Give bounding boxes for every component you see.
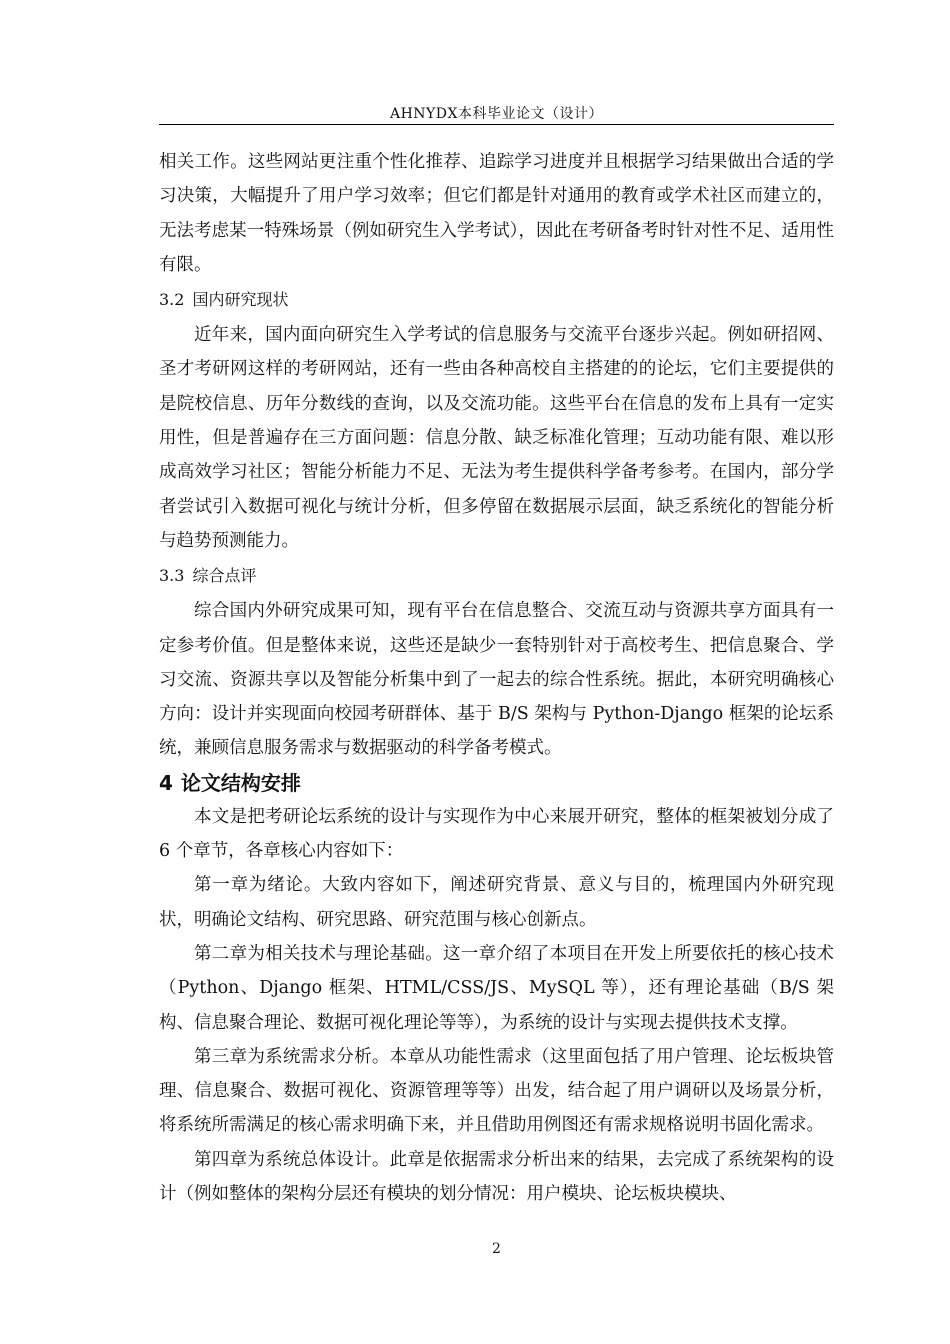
section-number: 3.3 [159,566,185,586]
section-title: 综合点评 [192,566,257,586]
section-title: 国内研究现状 [192,290,289,310]
header-rule [159,124,834,125]
paragraph-chapter-4: 第四章为系统总体设计。此章是依据需求分析出来的结果，去完成了系统架构的设计（例如整体的架构分层还有模块的划分情况：用户模块、论坛板块模块、 [159,1149,834,1205]
page-body [159,145,834,1211]
paragraph-chapter-3: 第三章为系统需求分析。本章从功能性需求（这里面包括了用户管理、论坛板块管理、信息聚合、数据可视化、资源管理等等）出发，结合起了用户调研以及场景分析，将系统所需满足的核心需求明确下来，并且借助用例图还有需求规格说明书固化需求。 [159,1046,834,1136]
chapter-title: 论文结构安排 [180,770,301,795]
chapter-number: 4 [159,770,173,795]
section-number: 3.2 [159,290,185,310]
paragraph-domestic-research: 近年来，国内面向研究生入学考试的信息服务与交流平台逐步兴起。例如研招网、圣才考研网这样的考研网站，还有一些由各种高校自主搭建的的论坛，它们主要提供的是院校信息、历年分数线的查询，以及交流功能。这些平台在信息的发布上具有一定实用性，但是普遍存在三方面问题：信息分散、缺乏标准化管理；互动功能有限、难以形成高效学习社区；智能分析能力不足、无法为考生提供科学备考参考。在国内，部分学者尝试引入数据可视化与统计分析，但多停留在数据展示层面，缺乏系统化的智能分析与趋势预测能力。 [159,325,834,551]
paragraph-summary-review: 综合国内外研究成果可知，现有平台在信息整合、交流互动与资源共享方面具有一定参考价值。但是整体来说，这些还是缺少一套特别针对于高校考生、把信息聚合、学习交流、资源共享以及智能分析集中到了一起去的综合性系统。据此，本研究明确核心方向：设计并实现面向校园考研群体、基于 B/S 架构与 Python-Django 框架的论坛系统，兼顾信息服务需求与数据驱动的科学备考模式。 [159,601,834,759]
running-header: AHNYDX本科毕业论文（设计） [389,106,603,122]
page-number: 2 [492,1241,501,1257]
paragraph-continued: 相关工作。这些网站更注重个性化推荐、追踪学习进度并且根据学习结果做出合适的学习决策，大幅提升了用户学习效率；但它们都是针对通用的教育或学术社区而建立的，无法考虑某一特殊场景（例如研究生入学考试），因此在考研备考时针对性不足、适用性有限。 [159,152,834,275]
section-heading-3-3 [159,558,834,594]
section-heading-3-2 [159,282,834,318]
chapter-heading-4 [159,766,834,800]
paragraph-chapter-1: 第一章为绪论。大致内容如下，阐述研究背景、意义与目的，梳理国内外研究现状，明确论文结构、研究思路、研究范围与核心创新点。 [159,875,834,930]
paragraph-chapter-2: 第二章为相关技术与理论基础。这一章介绍了本项目在开发上所要依托的核心技术（Python、Django 框架、HTML/CSS/JS、MySQL 等），还有理论基础（B/S 架构、信息聚合理论、数据可视化理论等等），为系统的设计与实现去提供技术支撑。 [159,943,834,1033]
paragraph-structure-intro: 本文是把考研论坛系统的设计与实现作为中心来展开研究，整体的框架被划分成了 6 个章节，各章核心内容如下： [159,806,834,862]
